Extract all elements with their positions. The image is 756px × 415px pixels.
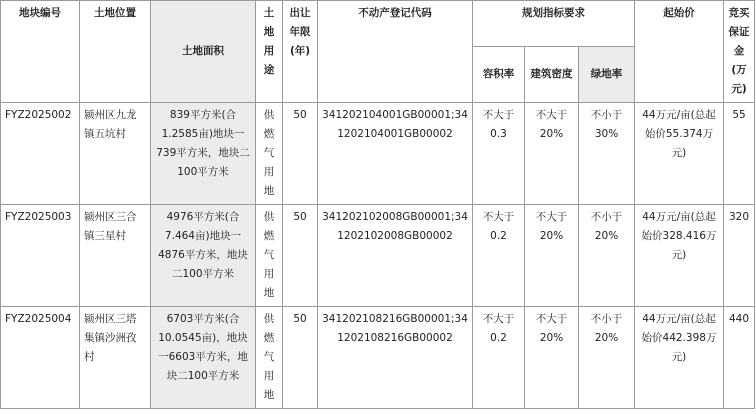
deposit-cell: 440 [724,307,755,409]
deposit-cell: 55 [724,103,755,205]
density-cell: 不大于20% [525,307,579,409]
location-cell: 颍州区九龙镇五坑村 [80,103,151,205]
parcel-no-cell: FYZ2025004 [1,307,80,409]
header-term: 出让年限(年) [283,1,318,103]
area-cell: 6703平方米(合10.0545亩)，地块一6603平方米，地块二100平方米 [151,307,256,409]
header-area: 土地面积 [151,1,256,103]
header-density: 建筑密度 [525,47,579,103]
code-cell: 341202104001GB00001;341202104001GB00002 [318,103,473,205]
parcel-no-cell: FYZ2025002 [1,103,80,205]
green-cell: 不小于20% [579,307,635,409]
location-cell: 颍州区三合镇三星村 [80,205,151,307]
header-start-price: 起始价 [635,1,724,103]
term-cell: 50 [283,307,318,409]
header-planning: 规划指标要求 [473,1,635,47]
table-row [1,307,755,409]
location-cell: 颍州区三塔集镇沙洲孜村 [80,307,151,409]
header-parcel-no: 地块编号 [1,1,80,103]
green-cell: 不小于20% [579,205,635,307]
code-cell: 341202102008GB00001;341202102008GB00002 [318,205,473,307]
use-cell: 供燃气用地 [256,307,283,409]
area-cell: 4976平方米(合7.464亩)地块一4876平方米，地块二100平方米 [151,205,256,307]
start-price-cell: 44万元/亩(总起始价55.374万元) [635,103,724,205]
deposit-cell: 320 [724,205,755,307]
term-cell: 50 [283,205,318,307]
density-cell: 不大于20% [525,103,579,205]
header-green: 绿地率 [579,47,635,103]
use-cell: 供燃气用地 [256,103,283,205]
plot-ratio-cell: 不大于0.2 [473,307,525,409]
table-row [1,205,755,307]
header-deposit: 竞买保证金(万元) [724,1,755,103]
density-cell: 不大于20% [525,205,579,307]
table-row [1,103,755,205]
start-price-cell: 44万元/亩(总起始价442.398万元) [635,307,724,409]
plot-ratio-cell: 不大于0.2 [473,205,525,307]
header-code: 不动产登记代码 [318,1,473,103]
parcel-no-cell: FYZ2025003 [1,205,80,307]
header-location: 土地位置 [80,1,151,103]
code-cell: 341202108216GB00001;341202108216GB00002 [318,307,473,409]
header-use: 土地用途 [256,1,283,103]
term-cell: 50 [283,103,318,205]
plot-ratio-cell: 不大于0.3 [473,103,525,205]
green-cell: 不小于30% [579,103,635,205]
header-plot-ratio: 容积率 [473,47,525,103]
start-price-cell: 44万元/亩(总起始价328.416万元) [635,205,724,307]
use-cell: 供燃气用地 [256,205,283,307]
area-cell: 839平方米(合1.2585亩)地块一739平方米，地块二100平方米 [151,103,256,205]
